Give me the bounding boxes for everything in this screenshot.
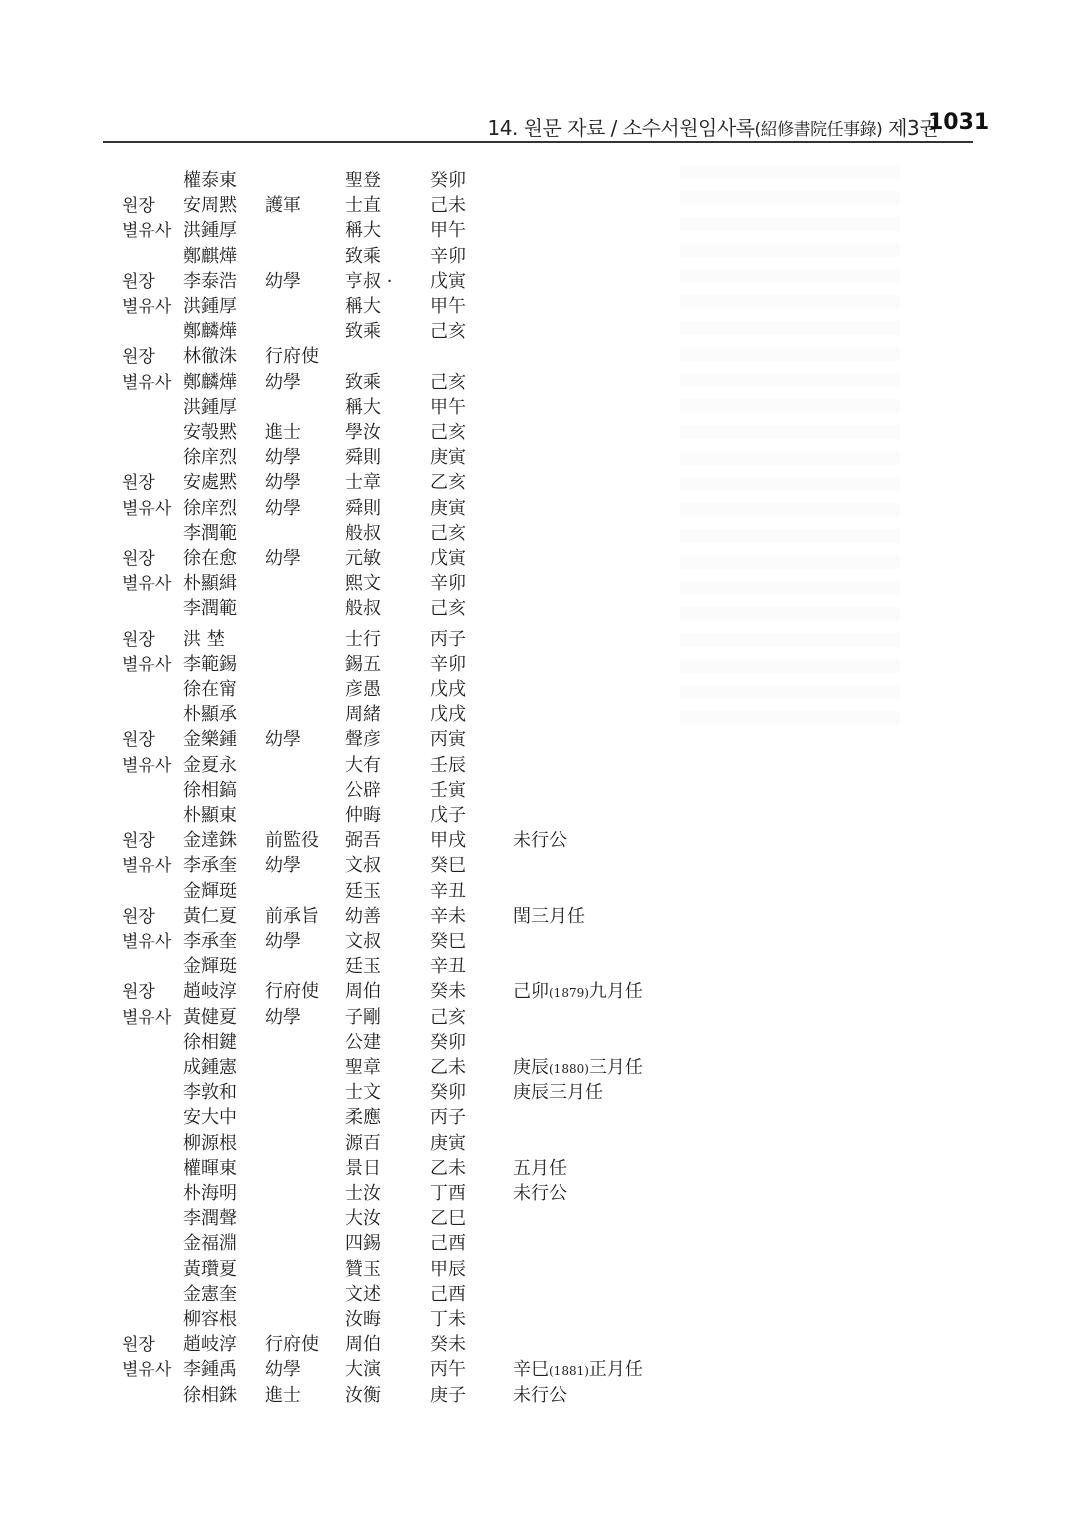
record-row (0, 879, 1075, 905)
record-row (0, 319, 1075, 345)
record-birth-year: 庚寅 (430, 1133, 466, 1154)
record-name: 朴顯東 (183, 805, 237, 826)
record-birth-year: 甲午 (430, 220, 466, 241)
record-row (0, 904, 1075, 930)
record-role: 별유사 (122, 655, 172, 675)
record-courtesy-name: 四錫 (345, 1233, 381, 1254)
record-note: 未行公 (513, 1385, 567, 1406)
record-courtesy-name: 舜則 (345, 498, 381, 519)
record-birth-year: 丙子 (430, 1107, 466, 1128)
record-courtesy-name: 聲彦 (345, 729, 381, 750)
record-courtesy-name: 士直 (345, 195, 381, 216)
record-title: 進士 (265, 1385, 301, 1406)
record-note-year: (1879) (549, 986, 589, 1000)
record-courtesy-name: 景日 (345, 1158, 381, 1179)
record-courtesy-name: 贊玉 (345, 1259, 381, 1280)
record-row (0, 1332, 1075, 1358)
record-birth-year: 戊戌 (430, 704, 466, 725)
record-birth-year: 己酉 (430, 1233, 466, 1254)
record-role: 원장 (122, 347, 155, 367)
record-note (513, 979, 643, 1006)
record-row (0, 370, 1075, 396)
record-note: 庚辰三月任 (513, 1082, 603, 1103)
record-row (0, 1282, 1075, 1308)
record-birth-year: 戊子 (430, 805, 466, 826)
record-courtesy-name: 周伯 (345, 981, 381, 1002)
record-courtesy-name: 稱大 (345, 220, 381, 241)
record-title: 幼學 (265, 271, 301, 292)
record-role: 원장 (122, 196, 155, 216)
record-birth-year: 甲午 (430, 397, 466, 418)
record-role: 별유사 (122, 373, 172, 393)
record-courtesy-name: 致乘 (345, 372, 381, 393)
record-note-month: 三月任 (588, 1057, 643, 1078)
record-birth-year: 甲戌 (430, 830, 466, 851)
record-courtesy-name: 廷玉 (345, 881, 381, 902)
record-role: 원장 (122, 630, 155, 650)
record-name: 李承奎 (183, 931, 237, 952)
record-title: 護軍 (265, 195, 301, 216)
record-courtesy-name: 周伯 (345, 1334, 381, 1355)
record-note: 五月任 (513, 1158, 567, 1179)
record-name: 洪鍾厚 (183, 220, 237, 241)
record-name: 金憲奎 (183, 1284, 237, 1305)
record-note-year: (1881) (549, 1364, 589, 1378)
record-row (0, 1181, 1075, 1207)
record-birth-year: 丁酉 (430, 1183, 466, 1204)
record-birth-year: 己亥 (430, 598, 466, 619)
record-note: 未行公 (513, 830, 567, 851)
record-role: 별유사 (122, 1360, 172, 1380)
record-courtesy-name: 聖章 (345, 1057, 381, 1078)
record-row (0, 521, 1075, 547)
record-role: 별유사 (122, 499, 172, 519)
record-note: 閏三月任 (513, 906, 585, 927)
record-title: 幼學 (265, 472, 301, 493)
record-note (513, 1055, 643, 1082)
record-row (0, 571, 1075, 597)
record-row (0, 627, 1075, 653)
record-role: 별유사 (122, 221, 172, 241)
record-name: 鄭麟燁 (183, 372, 237, 393)
record-name: 徐相鍵 (183, 1032, 237, 1053)
record-row (0, 1206, 1075, 1232)
record-birth-year: 庚寅 (430, 447, 466, 468)
volume-label: 제3권 (888, 116, 938, 140)
record-row (0, 420, 1075, 446)
record-birth-year: 辛未 (430, 906, 466, 927)
record-name: 洪鍾厚 (183, 296, 237, 317)
record-title: 行府使 (265, 1334, 319, 1355)
record-birth-year: 庚子 (430, 1385, 466, 1406)
record-title: 幼學 (265, 1007, 301, 1028)
record-role: 별유사 (122, 1008, 172, 1028)
record-birth-year: 己亥 (430, 372, 466, 393)
record-name: 李潤聲 (183, 1208, 237, 1229)
record-birth-year: 己亥 (430, 1007, 466, 1028)
record-role: 원장 (122, 730, 155, 750)
record-row (0, 778, 1075, 804)
record-title: 幼學 (265, 855, 301, 876)
record-name: 洪 埜 (183, 629, 225, 650)
record-row (0, 218, 1075, 244)
record-row (0, 1080, 1075, 1106)
record-row (0, 1131, 1075, 1157)
record-title: 前承旨 (265, 906, 319, 927)
record-birth-year: 丙寅 (430, 729, 466, 750)
record-role: 원장 (122, 272, 155, 292)
record-name: 李敦和 (183, 1082, 237, 1103)
record-name: 柳容根 (183, 1309, 237, 1330)
record-birth-year: 乙巳 (430, 1208, 466, 1229)
record-row (0, 929, 1075, 955)
record-name: 金福淵 (183, 1233, 237, 1254)
record-name: 趙岐淳 (183, 981, 237, 1002)
record-name: 李潤範 (183, 598, 237, 619)
record-name: 徐在愈 (183, 548, 237, 569)
record-birth-year: 辛卯 (430, 246, 466, 267)
record-row (0, 1005, 1075, 1031)
record-name: 黃仁夏 (183, 906, 237, 927)
record-courtesy-name: 彦愚 (345, 679, 381, 700)
record-birth-year: 己亥 (430, 523, 466, 544)
record-name: 徐相鎬 (183, 780, 237, 801)
record-birth-year: 癸巳 (430, 931, 466, 952)
record-birth-year: 丙子 (430, 629, 466, 650)
record-courtesy-name: 般叔 (345, 523, 381, 544)
record-name: 安大中 (183, 1107, 237, 1128)
record-row (0, 596, 1075, 622)
record-row (0, 828, 1075, 854)
record-birth-year: 癸卯 (430, 1082, 466, 1103)
record-courtesy-name: 汝晦 (345, 1309, 381, 1330)
record-role: 원장 (122, 982, 155, 1002)
record-birth-year: 辛卯 (430, 573, 466, 594)
record-birth-year: 壬辰 (430, 755, 466, 776)
record-note: 未行公 (513, 1183, 567, 1204)
record-row (0, 1231, 1075, 1257)
running-title-paren: (紹修書院任事錄) (754, 120, 883, 140)
record-name: 金達銖 (183, 830, 237, 851)
record-birth-year: 辛卯 (430, 654, 466, 675)
record-row (0, 193, 1075, 219)
record-birth-year: 癸未 (430, 1334, 466, 1355)
record-name: 李泰浩 (183, 271, 237, 292)
record-courtesy-name: 仲晦 (345, 805, 381, 826)
record-birth-year: 庚寅 (430, 498, 466, 519)
record-courtesy-name: 錫五 (345, 654, 381, 675)
record-birth-year: 乙亥 (430, 472, 466, 493)
record-title: 幼學 (265, 372, 301, 393)
record-birth-year: 辛丑 (430, 881, 466, 902)
record-birth-year: 壬寅 (430, 780, 466, 801)
record-courtesy-name: 稱大 (345, 296, 381, 317)
record-row (0, 445, 1075, 471)
record-name: 黃健夏 (183, 1007, 237, 1028)
record-title: 幼學 (265, 729, 301, 750)
record-birth-year: 戊戌 (430, 679, 466, 700)
record-birth-year: 戊寅 (430, 548, 466, 569)
record-name: 洪鍾厚 (183, 397, 237, 418)
record-role: 원장 (122, 1335, 155, 1355)
record-role: 원장 (122, 831, 155, 851)
record-courtesy-name: 亨叔 · (345, 271, 393, 292)
record-name: 金輝珽 (183, 956, 237, 977)
record-birth-year: 甲午 (430, 296, 466, 317)
record-birth-year: 己亥 (430, 422, 466, 443)
record-courtesy-name: 弼吾 (345, 830, 381, 851)
record-courtesy-name: 元敏 (345, 548, 381, 569)
record-courtesy-name: 公建 (345, 1032, 381, 1053)
record-note-month: 九月任 (588, 981, 643, 1002)
record-courtesy-name: 汝衡 (345, 1385, 381, 1406)
record-row (0, 1307, 1075, 1333)
record-row (0, 344, 1075, 370)
record-row (0, 1030, 1075, 1056)
record-name: 徐庠烈 (183, 447, 237, 468)
record-row (0, 979, 1075, 1005)
record-row (0, 1105, 1075, 1131)
record-courtesy-name: 公辟 (345, 780, 381, 801)
record-row (0, 727, 1075, 753)
record-row (0, 677, 1075, 703)
record-title: 幼學 (265, 548, 301, 569)
record-name: 鄭麟燁 (183, 321, 237, 342)
record-name: 徐在甯 (183, 679, 237, 700)
record-role: 별유사 (122, 856, 172, 876)
record-courtesy-name: 士行 (345, 629, 381, 650)
record-name: 趙岐淳 (183, 1334, 237, 1355)
record-birth-year: 甲辰 (430, 1259, 466, 1280)
record-courtesy-name: 子剛 (345, 1007, 381, 1028)
record-row (0, 1156, 1075, 1182)
record-courtesy-name: 士章 (345, 472, 381, 493)
record-name: 權泰東 (183, 170, 237, 191)
record-name: 柳源根 (183, 1133, 237, 1154)
record-row (0, 244, 1075, 270)
record-row (0, 496, 1075, 522)
page-number: 1031 (928, 110, 990, 135)
record-row (0, 1383, 1075, 1409)
record-courtesy-name: 聖登 (345, 170, 381, 191)
record-courtesy-name: 廷玉 (345, 956, 381, 977)
record-name: 安周黙 (183, 195, 237, 216)
record-role: 원장 (122, 549, 155, 569)
record-courtesy-name: 致乘 (345, 246, 381, 267)
record-note-year: (1880) (549, 1062, 589, 1076)
record-birth-year: 己亥 (430, 321, 466, 342)
record-birth-year: 己未 (430, 195, 466, 216)
record-row (0, 470, 1075, 496)
record-row (0, 546, 1075, 572)
record-name: 安彀黙 (183, 422, 237, 443)
record-role: 별유사 (122, 932, 172, 952)
record-note-year-name: 辛巳 (513, 1359, 549, 1380)
record-courtesy-name: 柔應 (345, 1107, 381, 1128)
record-courtesy-name: 大演 (345, 1359, 381, 1380)
record-row (0, 1055, 1075, 1081)
record-courtesy-name: 大有 (345, 755, 381, 776)
record-row (0, 652, 1075, 678)
record-courtesy-name: 舜則 (345, 447, 381, 468)
record-courtesy-name: 熙文 (345, 573, 381, 594)
record-title: 幼學 (265, 931, 301, 952)
record-name: 朴顯緝 (183, 573, 237, 594)
record-name: 李鍾禹 (183, 1359, 237, 1380)
record-role: 별유사 (122, 574, 172, 594)
record-name: 權暉東 (183, 1158, 237, 1179)
record-name: 黃瓚夏 (183, 1259, 237, 1280)
record-birth-year: 癸未 (430, 981, 466, 1002)
record-row (0, 954, 1075, 980)
record-courtesy-name: 源百 (345, 1133, 381, 1154)
record-courtesy-name: 大汝 (345, 1208, 381, 1229)
record-title: 前監役 (265, 830, 319, 851)
record-birth-year: 己酉 (430, 1284, 466, 1305)
record-courtesy-name: 文叔 (345, 855, 381, 876)
record-courtesy-name: 般叔 (345, 598, 381, 619)
record-row (0, 803, 1075, 829)
record-row (0, 853, 1075, 879)
record-name: 成鍾憲 (183, 1057, 237, 1078)
record-birth-year: 乙未 (430, 1158, 466, 1179)
record-name: 金輝珽 (183, 881, 237, 902)
record-name: 安處黙 (183, 472, 237, 493)
record-name: 徐庠烈 (183, 498, 237, 519)
record-name: 李承奎 (183, 855, 237, 876)
record-courtesy-name: 學汝 (345, 422, 381, 443)
record-note-year-name: 己卯 (513, 981, 549, 1002)
record-name: 金夏永 (183, 755, 237, 776)
record-courtesy-name: 士汝 (345, 1183, 381, 1204)
record-birth-year: 戊寅 (430, 271, 466, 292)
record-name: 李範錫 (183, 654, 237, 675)
record-role: 별유사 (122, 297, 172, 317)
record-birth-year: 癸卯 (430, 170, 466, 191)
record-birth-year: 癸卯 (430, 1032, 466, 1053)
record-courtesy-name: 文述 (345, 1284, 381, 1305)
record-birth-year: 乙未 (430, 1057, 466, 1078)
record-name: 林徹洙 (183, 346, 237, 367)
record-title: 進士 (265, 422, 301, 443)
record-name: 鄭麒燁 (183, 246, 237, 267)
record-role: 별유사 (122, 756, 172, 776)
record-title: 幼學 (265, 1359, 301, 1380)
record-row (0, 294, 1075, 320)
record-birth-year: 辛丑 (430, 956, 466, 977)
record-title: 行府使 (265, 981, 319, 1002)
record-courtesy-name: 幼善 (345, 906, 381, 927)
record-courtesy-name: 文叔 (345, 931, 381, 952)
record-title: 幼學 (265, 447, 301, 468)
record-name: 朴顯承 (183, 704, 237, 725)
record-row (0, 269, 1075, 295)
record-row (0, 753, 1075, 779)
record-title: 行府使 (265, 346, 319, 367)
record-note-month: 正月任 (588, 1359, 643, 1380)
record-name: 朴海明 (183, 1183, 237, 1204)
record-name: 徐相銖 (183, 1385, 237, 1406)
record-courtesy-name: 稱大 (345, 397, 381, 418)
record-courtesy-name: 周緒 (345, 704, 381, 725)
record-birth-year: 癸巳 (430, 855, 466, 876)
record-role: 원장 (122, 473, 155, 493)
record-birth-year: 丙午 (430, 1359, 466, 1380)
record-courtesy-name: 士文 (345, 1082, 381, 1103)
record-name: 金樂鍾 (183, 729, 237, 750)
record-title: 幼學 (265, 498, 301, 519)
record-note-year-name: 庚辰 (513, 1057, 549, 1078)
record-birth-year: 丁未 (430, 1309, 466, 1330)
running-title-main: 14. 원문 자료 / 소수서원임사록 (487, 116, 755, 140)
record-row (0, 1357, 1075, 1383)
record-note (513, 1357, 643, 1384)
record-courtesy-name: 致乘 (345, 321, 381, 342)
record-row (0, 395, 1075, 421)
record-row (0, 1257, 1075, 1283)
record-name: 李潤範 (183, 523, 237, 544)
record-role: 원장 (122, 907, 155, 927)
record-row (0, 168, 1075, 194)
record-row (0, 702, 1075, 728)
